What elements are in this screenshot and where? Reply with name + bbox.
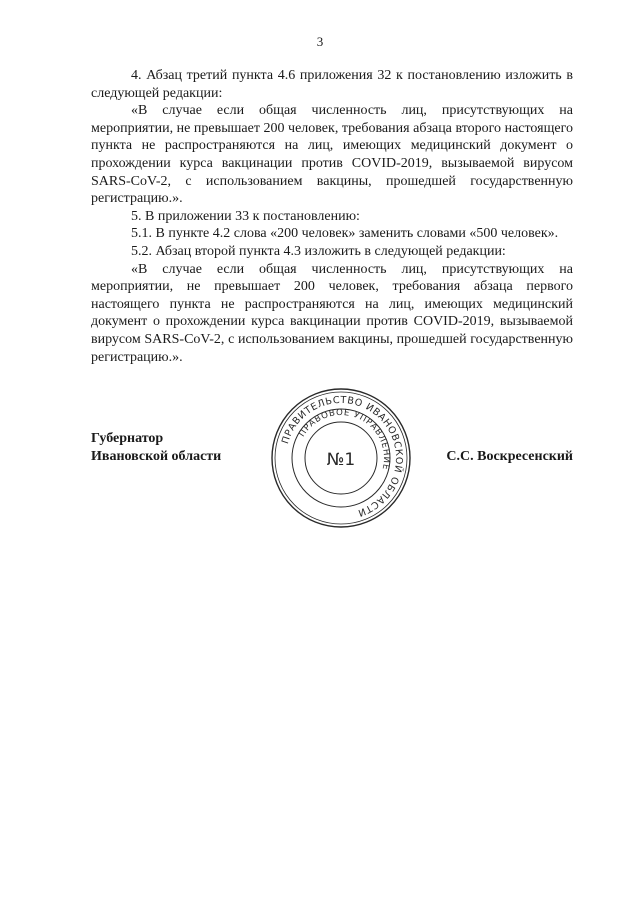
paragraph-item-4: 4. Абзац третий пункта 4.6 приложения 32 к постановлению изложить в следующей редакции: — [91, 68, 573, 101]
page-number: 3 — [316, 34, 324, 49]
stamp-inner-text: ПРАВОВОЕ УПРАВЛЕНИЕ — [297, 407, 392, 472]
stamp-outer-text: ПРАВИТЕЛЬСТВО ИВАНОВСКОЙ ОБЛАСТИ — [279, 394, 405, 519]
stamp-number: №1 — [326, 450, 356, 470]
official-stamp — [268, 385, 414, 531]
paragraph-quote-2: «В случае если общая численность лиц, присутствующих на мероприятии, не превышает 200 человек, требования абзаца первого настоящего пункта не распространяются на лиц, имеющих медицинский документ о прохождении курса вакцинации против COVID-2019, вызываемой вирусом SARS-CoV-2, с использованием вакцины, прошедшей государственную регистрацию.». — [91, 261, 573, 365]
paragraph-item-5-2: 5.2. Абзац второй пункта 4.3 изложить в следующей редакции: — [131, 243, 506, 259]
document-body — [91, 67, 573, 366]
paragraph-item-5-1: 5.1. В пункте 4.2 слова «200 человек» заменить словами «500 человек». — [131, 226, 559, 242]
signature-position — [91, 430, 221, 466]
signature-position-line1: Губернатор — [91, 431, 164, 446]
paragraph-item-5: 5. В приложении 33 к постановлению: — [131, 208, 360, 224]
signature-name: С.С. Воскресенский — [446, 449, 573, 464]
signature-position-line2: Ивановской области — [91, 449, 222, 464]
paragraph-quote-1: «В случае если общая численность лиц, присутствующих на мероприятии, не превышает 200 человек, требования абзаца второго настоящего пункта не распространяются на лиц, имеющих медицинский документ о прохождении курса вакцинации против COVID-2019, вызываемой вирусом SARS-CoV-2, с использованием вакцины, прошедшей государственную регистрацию.». — [91, 103, 573, 207]
